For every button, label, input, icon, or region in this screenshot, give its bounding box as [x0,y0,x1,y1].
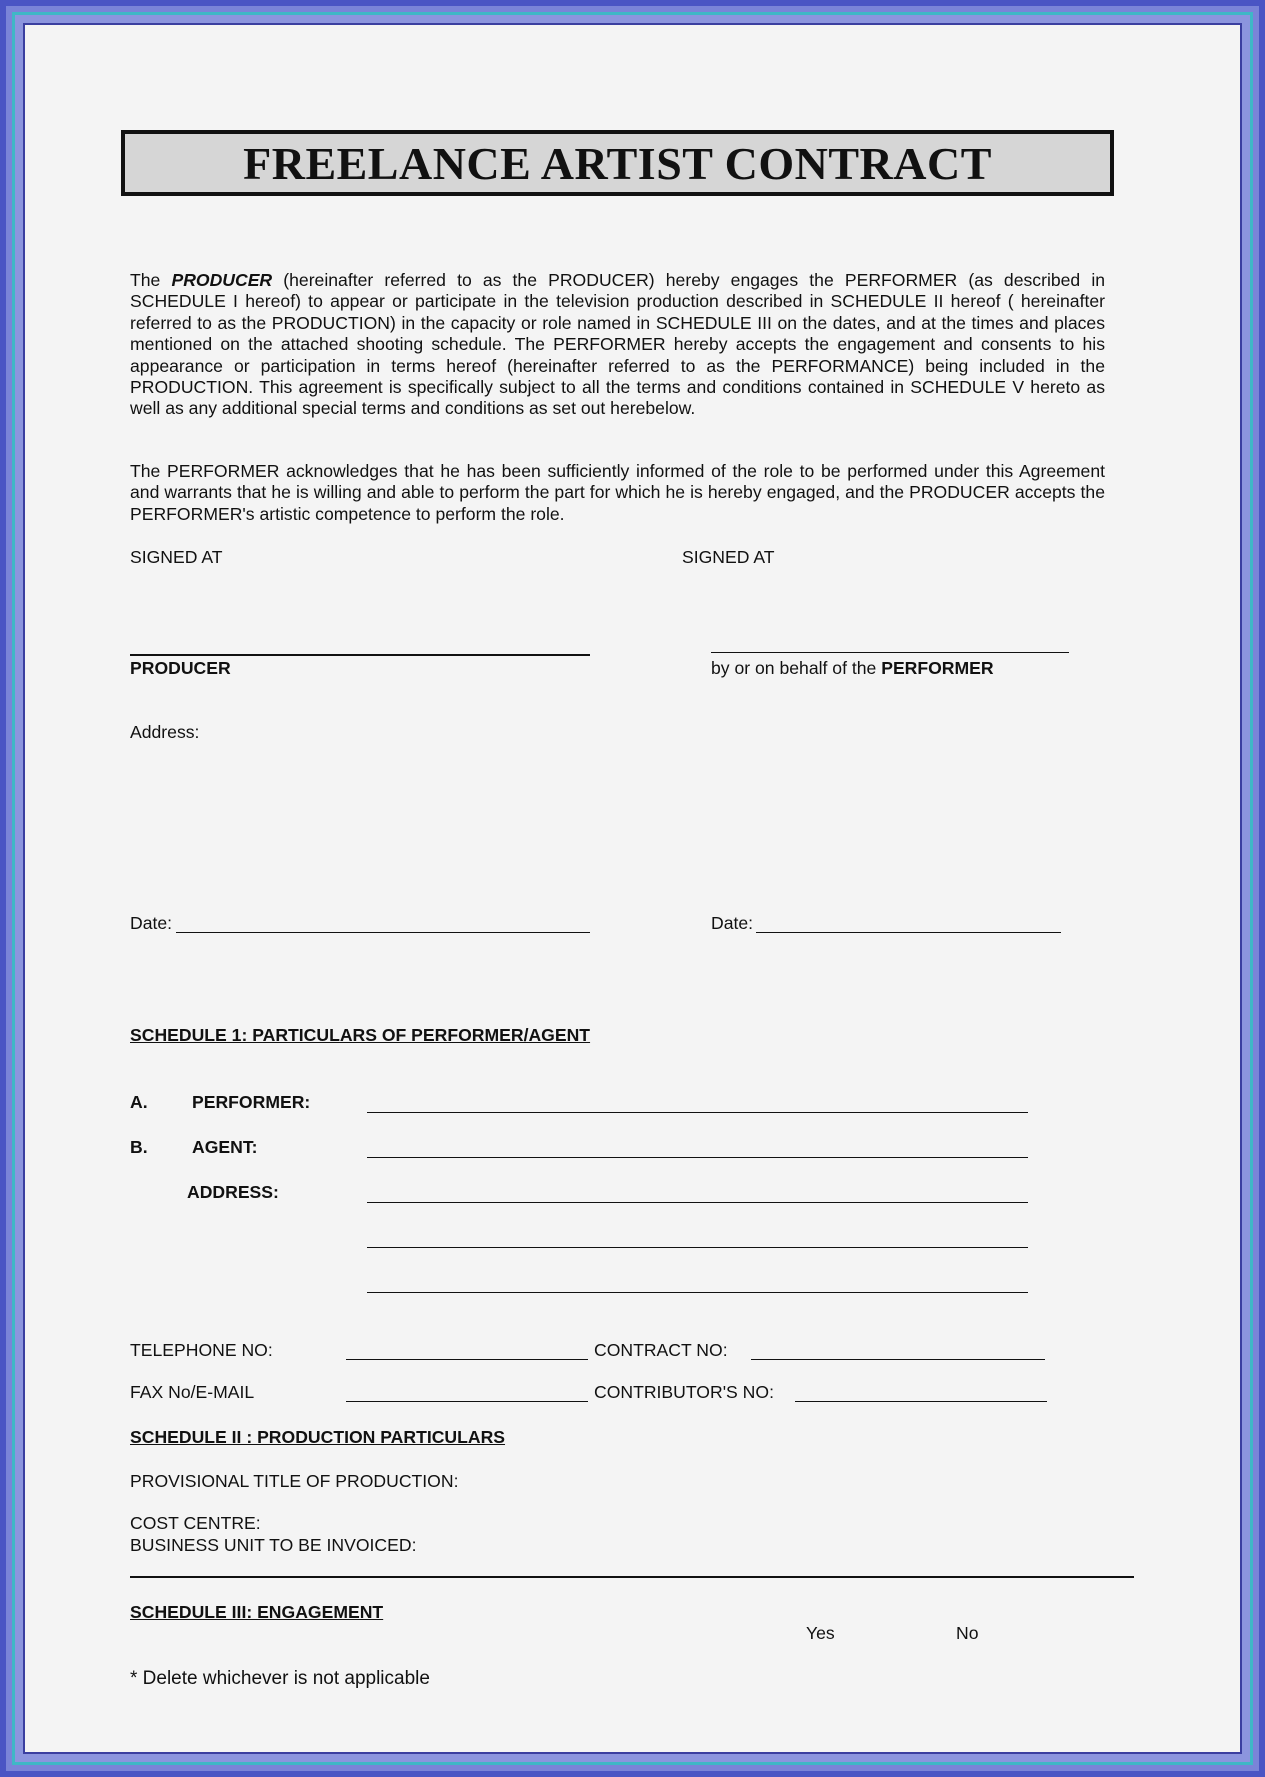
agent-field-label: AGENT: [192,1137,258,1157]
para1-lead: The [130,270,161,290]
yes-option[interactable]: Yes [806,1623,835,1643]
contributor-no-label: CONTRIBUTOR'S NO: [594,1382,774,1402]
date-left-label: Date: [130,913,173,933]
date-right-label: Date: [711,913,754,933]
producer-label: PRODUCER [130,658,231,678]
performer-label-prefix: by or on behalf of the [711,658,877,678]
performer-label [711,658,994,679]
producer-emphasis: PRODUCER [171,270,273,290]
business-unit-label: BUSINESS UNIT TO BE INVOICED: [130,1535,417,1555]
address-field-label: ADDRESS: [187,1182,279,1202]
telephone-line[interactable] [346,1359,588,1360]
schedule1-heading: SCHEDULE 1: PARTICULARS OF PERFORMER/AGENT [130,1025,591,1045]
engagement-paragraph [130,270,1105,420]
schedule3-heading: SCHEDULE III: ENGAGEMENT [130,1602,384,1622]
provisional-title-label: PROVISIONAL TITLE OF PRODUCTION: [130,1471,459,1491]
para1-body: (hereinafter referred to as the PRODUCER) hereby engages the PERFORMER (as described in SCHEDULE I hereof) to appear or participate in the television production described in SCHEDULE II hereof ( hereinafter referred to as the PRODUCTION) in the capacity or role named in SCHEDULE III on the dates, and at the times and places mentioned on the attached shooting schedule. The PERFORMER hereby accepts the engagement and consents to his appearance or participation in terms hereof (hereinafter referred to as the PERFORMANCE) being included in the PRODUCTION. This agreement is specifically subject to all the terms and conditions contained in SCHEDULE V hereto as well as any additional special terms and conditions as set out herebelow. [130,270,1106,419]
document-title: FREELANCE ARTIST CONTRACT [243,137,992,189]
address-line-3[interactable] [367,1292,1028,1293]
signed-at-right: SIGNED AT [682,547,775,567]
delete-note: * Delete whichever is not applicable [130,1668,430,1689]
fax-email-label: FAX No/E-MAIL [130,1382,255,1402]
item-a-letter: A. [130,1092,148,1112]
producer-signature-line[interactable] [130,654,590,656]
signed-at-left: SIGNED AT [130,547,223,567]
cost-centre-label: COST CENTRE: [130,1513,261,1533]
title-banner [121,130,1114,196]
contract-no-line[interactable] [751,1359,1045,1360]
address-line-2[interactable] [367,1247,1028,1248]
address-line-1[interactable] [367,1202,1028,1203]
performer-field-label: PERFORMER: [192,1092,311,1112]
schedule2-heading: SCHEDULE II : PRODUCTION PARTICULARS [130,1427,506,1447]
address-label: Address: [130,722,200,742]
agent-field-line[interactable] [367,1157,1028,1158]
contract-no-label: CONTRACT NO: [594,1340,728,1360]
telephone-label: TELEPHONE NO: [130,1340,273,1360]
contributor-no-line[interactable] [795,1401,1047,1402]
date-left-line[interactable] [176,932,590,933]
section-divider [130,1576,1134,1578]
acknowledgement-paragraph: The PERFORMER acknowledges that he has been sufficiently informed of the role to be performed under this Agreement and warrants that he is willing and able to perform the part for which he is hereby engaged, and the PRODUCER accepts the PERFORMER's artistic competence to perform the role. [130,461,1105,524]
performer-signature-line[interactable] [711,652,1069,653]
item-b-letter: B. [130,1137,148,1157]
date-right-line[interactable] [756,932,1061,933]
performer-label-bold: PERFORMER [881,658,994,678]
no-option[interactable]: No [956,1623,979,1643]
performer-field-line[interactable] [367,1112,1028,1113]
fax-email-line[interactable] [346,1401,588,1402]
